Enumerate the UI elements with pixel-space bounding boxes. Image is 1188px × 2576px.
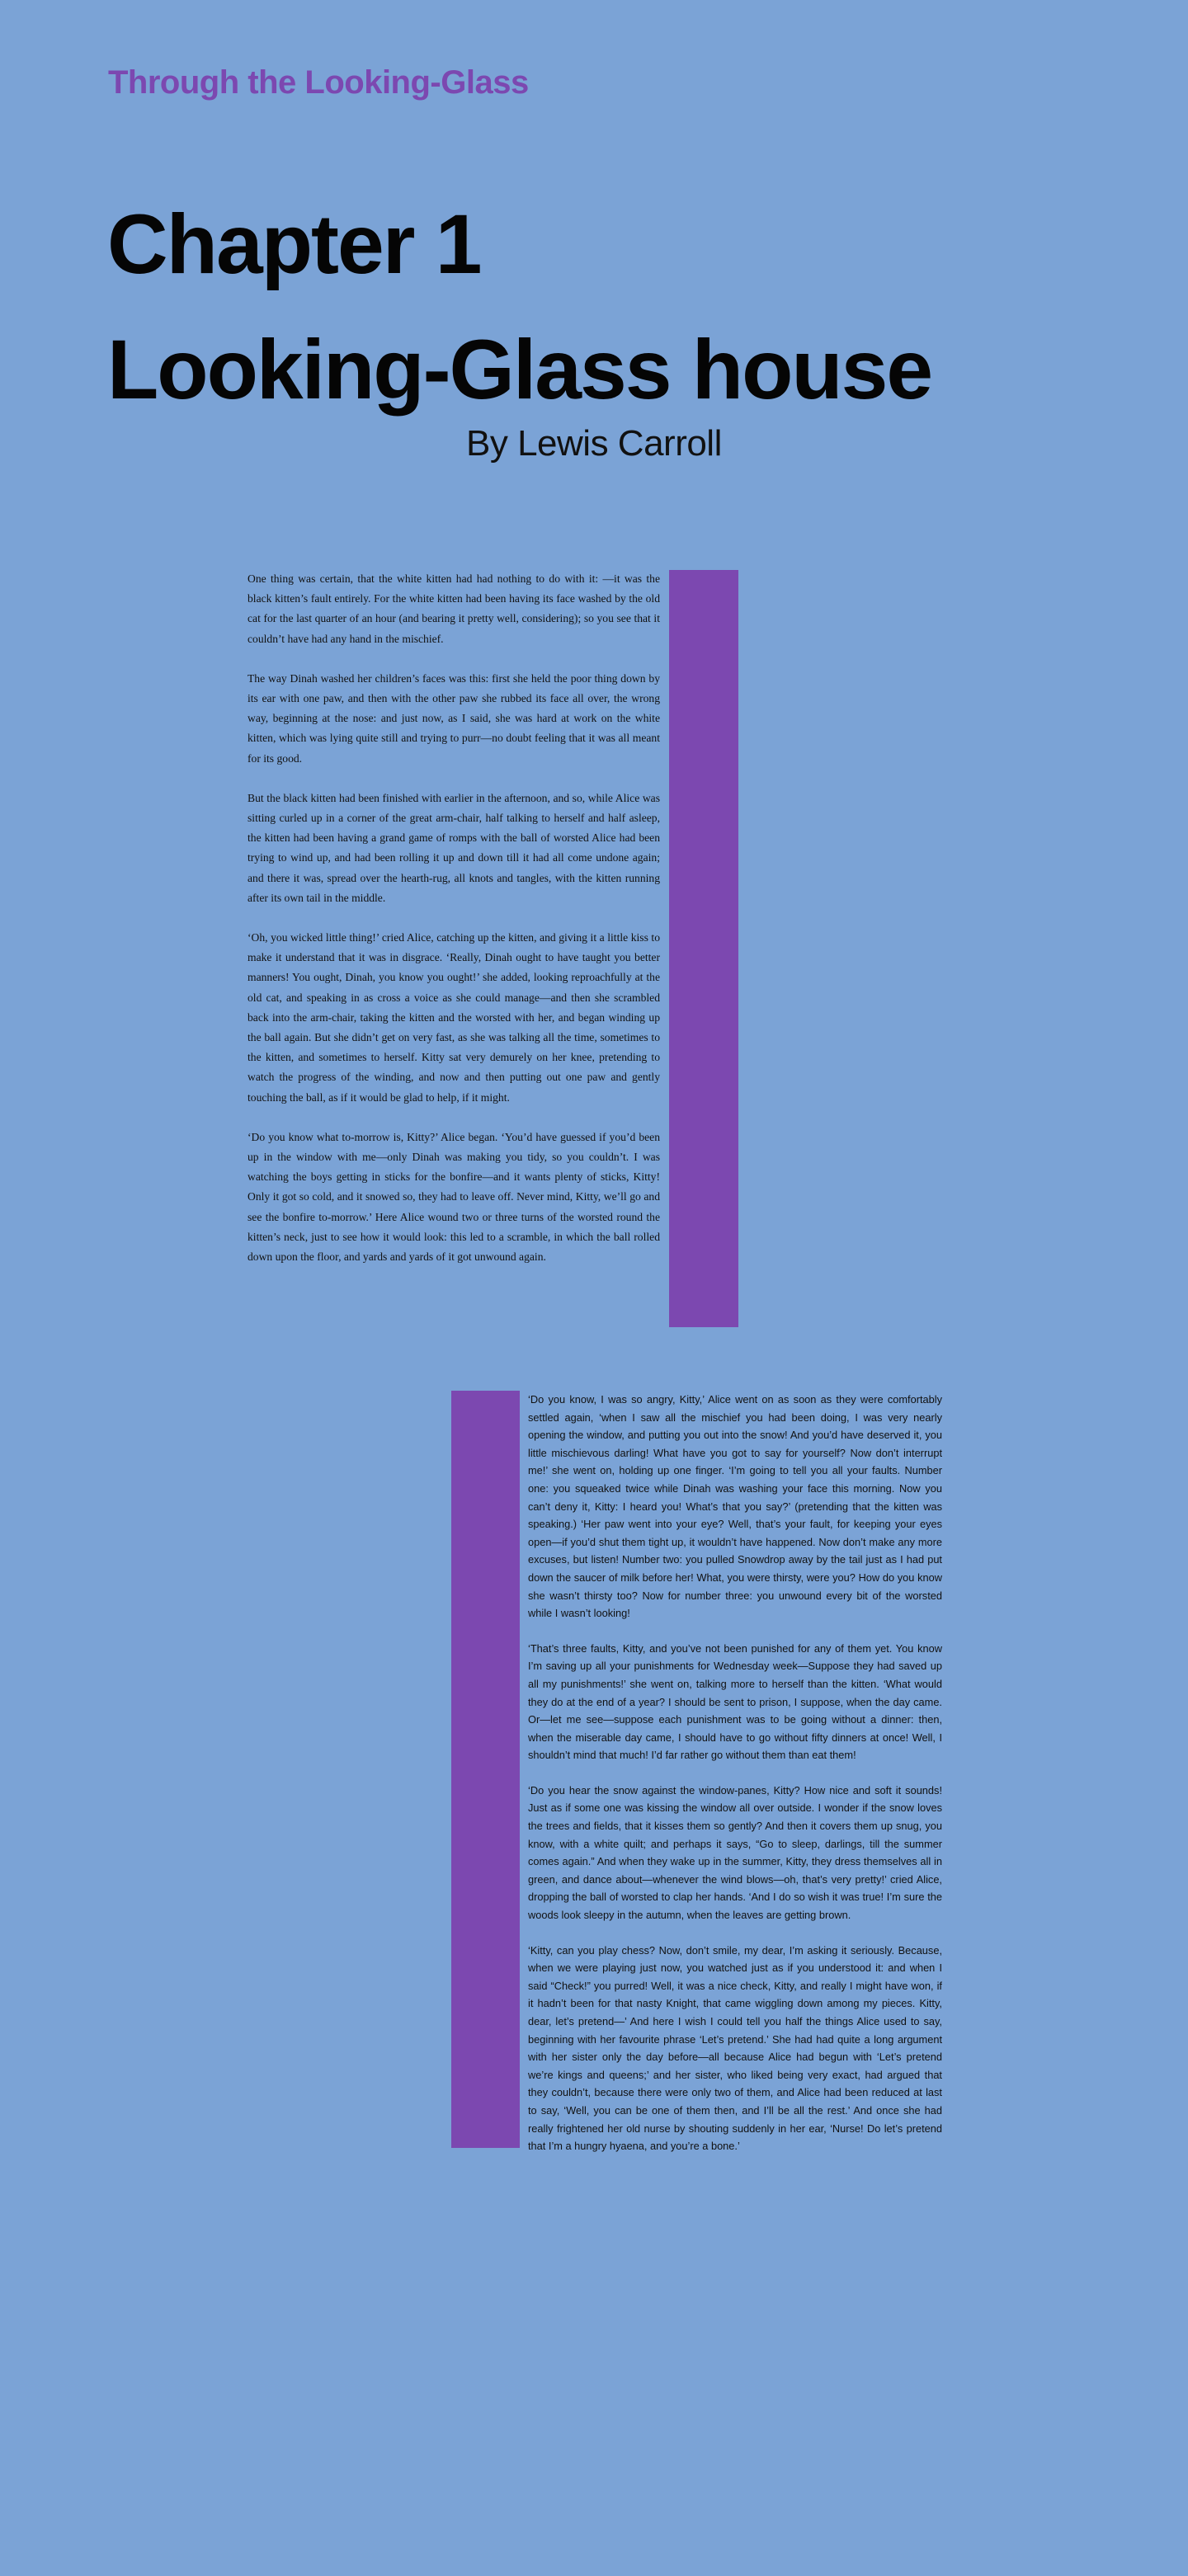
paragraph: The way Dinah washed her children’s faces was this: first she held the poor thing down by its ear with one paw, and then with the other paw she rubbed its face all over, the wrong way, beginning at the nose: and just now, as I said, she was hard at work on the white kitten, which was lying quite still and trying to purr—no doubt feeling that it was all meant for its good.	[248, 671, 660, 765]
accent-bar-left	[451, 1391, 520, 2148]
chapter-heading	[107, 181, 931, 432]
site-title[interactable]: Through the Looking-Glass	[108, 64, 529, 101]
section-one-text	[248, 569, 660, 1287]
paragraph: ‘Oh, you wicked little thing!’ cried Alice, catching up the kitten, and giving it a little kiss to make it understand that it was in disgrace. ‘Really, Dinah ought to have taught you better manners! You ought, Dinah, you know you ought!’ she added, looking reproachfully at the old cat, and speaking in as cross a voice as she could manage—and then she scrambled back into the arm-chair, taking the kitten and the worsted with her, and began winding up the ball again. But she didn’t get on very fast, as she was talking all the time, sometimes to the kitten, and sometimes to herself. Kitty sat very demurely on her knee, pretending to watch the progress of the winding, and now and then putting out one paw and gently touching the ball, as if it would be glad to help, if it might.	[248, 931, 660, 1104]
paragraph: ‘Kitty, can you play chess? Now, don’t smile, my dear, I’m asking it seriously. Because, when we were playing just now, you watched just as if you understood it: and when I said “Check!” you purred! Well, it was a nice check, Kitty, and really I might have won, if it hadn’t been for that nasty Knight, that came wiggling down among my pieces. Kitty, dear, let’s pretend—’ And here I wish I could tell you half the things Alice used to say, beginning with her favourite phrase ‘Let’s pretend.’ She had had quite a long argument with her sister only the day before—all because Alice had begun with ‘Let’s pretend we’re kings and queens;’ and her sister, who liked being very exact, had argued that they couldn’t, because there were only two of them, and Alice had been reduced at last to say, ‘Well, you can be one of them then, and I’ll be all the rest.’ And once she had really frightened her old nurse by shouting suddenly in her ear, ‘Nurse! Do let’s pretend that I’m a hungry hyaena, and you’re a bone.’	[528, 1943, 942, 2153]
section-two-text	[528, 1391, 942, 2173]
author-byline: By Lewis Carroll	[466, 423, 722, 464]
chapter-number: Chapter 1	[107, 197, 481, 291]
paragraph: ‘That’s three faults, Kitty, and you’ve not been punished for any of them yet. You know I’m saving up all your punishments for Wednesday week—Suppose they had saved up all my punishments!’ she went on, talking more to herself than the kitten. ‘What would they do at the end of a year? I should be sent to prison, I suppose, when the day came. Or—let me see—suppose each punishment was to be going without a dinner: then, when the miserable day came, I should have to go without fifty dinners at once! Well, I shouldn’t mind that much! I’d far rather go without them than eat them!	[528, 1641, 942, 1762]
paragraph: ‘Do you know what to-morrow is, Kitty?’ Alice began. ‘You’d have guessed if you’d been up in the window with me—only Dinah was making you tidy, so you couldn’t. I was watching the boys getting in sticks for the bonfire—and it wants plenty of sticks, Kitty! Only it got so cold, and it snowed so, they had to leave off. Never mind, Kitty, we’ll go and see the bonfire to-morrow.’ Here Alice wound two or three turns of the worsted round the kitten’s neck, just to see how it would look: this led to a scramble, in which the ball rolled down upon the floor, and yards and yards of it got unwound again.	[248, 1130, 660, 1264]
accent-bar-right	[669, 570, 738, 1327]
paragraph: ‘Do you know, I was so angry, Kitty,’ Alice went on as soon as they were comfortably settled again, ‘when I saw all the mischief you had been doing, I was very nearly opening the window, and putting you out into the snow! And you’d have deserved it, you little mischievous darling! What have you got to say for yourself? Now don’t interrupt me!’ she went on, holding up one finger. ‘I’m going to tell you all your faults. Number one: you squeaked twice while Dinah was washing your face this morning. Now you can’t deny it, Kitty: I heard you! What’s that you say?’ (pretending that the kitten was speaking.) ‘Her paw went into your eye? Well, that’s your fault, for keeping your eyes open—if you’d shut them tight up, it wouldn’t have happened. Now don’t make any more excuses, but listen! Number two: you pulled Snowdrop away by the tail just as I had put down the saucer of milk before her! What, you were thirsty, were you? How do you know she wasn’t thirsty too? Now for number three: you unwound every bit of the worsted while I wasn’t looking!	[528, 1393, 942, 1620]
paragraph: ‘Do you hear the snow against the window-panes, Kitty? How nice and soft it sounds! Just as if some one was kissing the window all over outside. I wonder if the snow loves the trees and fields, that it kisses them so gently? And then it covers them up snug, you know, with a white quilt; and perhaps it says, “Go to sleep, darlings, till the summer comes again.” And when they wake up in the summer, Kitty, they dress themselves all in green, and dance about—whenever the wind blows—oh, that’s very pretty!’ cried Alice, dropping the ball of worsted to clap her hands. ‘And I do so wish it was true! I’m sure the woods look sleepy in the autumn, when the leaves are getting brown.	[528, 1783, 942, 1922]
paragraph: But the black kitten had been finished with earlier in the afternoon, and so, while Alice was sitting curled up in a corner of the great arm-chair, half talking to herself and half asleep, the kitten had been having a grand game of romps with the ball of worsted Alice had been trying to wind up, and had been rolling it up and down till it had all come undone again; and there it was, spread over the hearth-rug, all knots and tangles, with the kitten running after its own tail in the middle.	[248, 791, 660, 904]
paragraph: One thing was certain, that the white kitten had had nothing to do with it: —it was the black kitten’s fault entirely. For the white kitten had been having its face washed by the old cat for the last quarter of an hour (and bearing it pretty well, considering); so you see that it couldn’t have had any hand in the mischief.	[248, 572, 660, 645]
chapter-title: Looking-Glass house	[107, 323, 932, 417]
